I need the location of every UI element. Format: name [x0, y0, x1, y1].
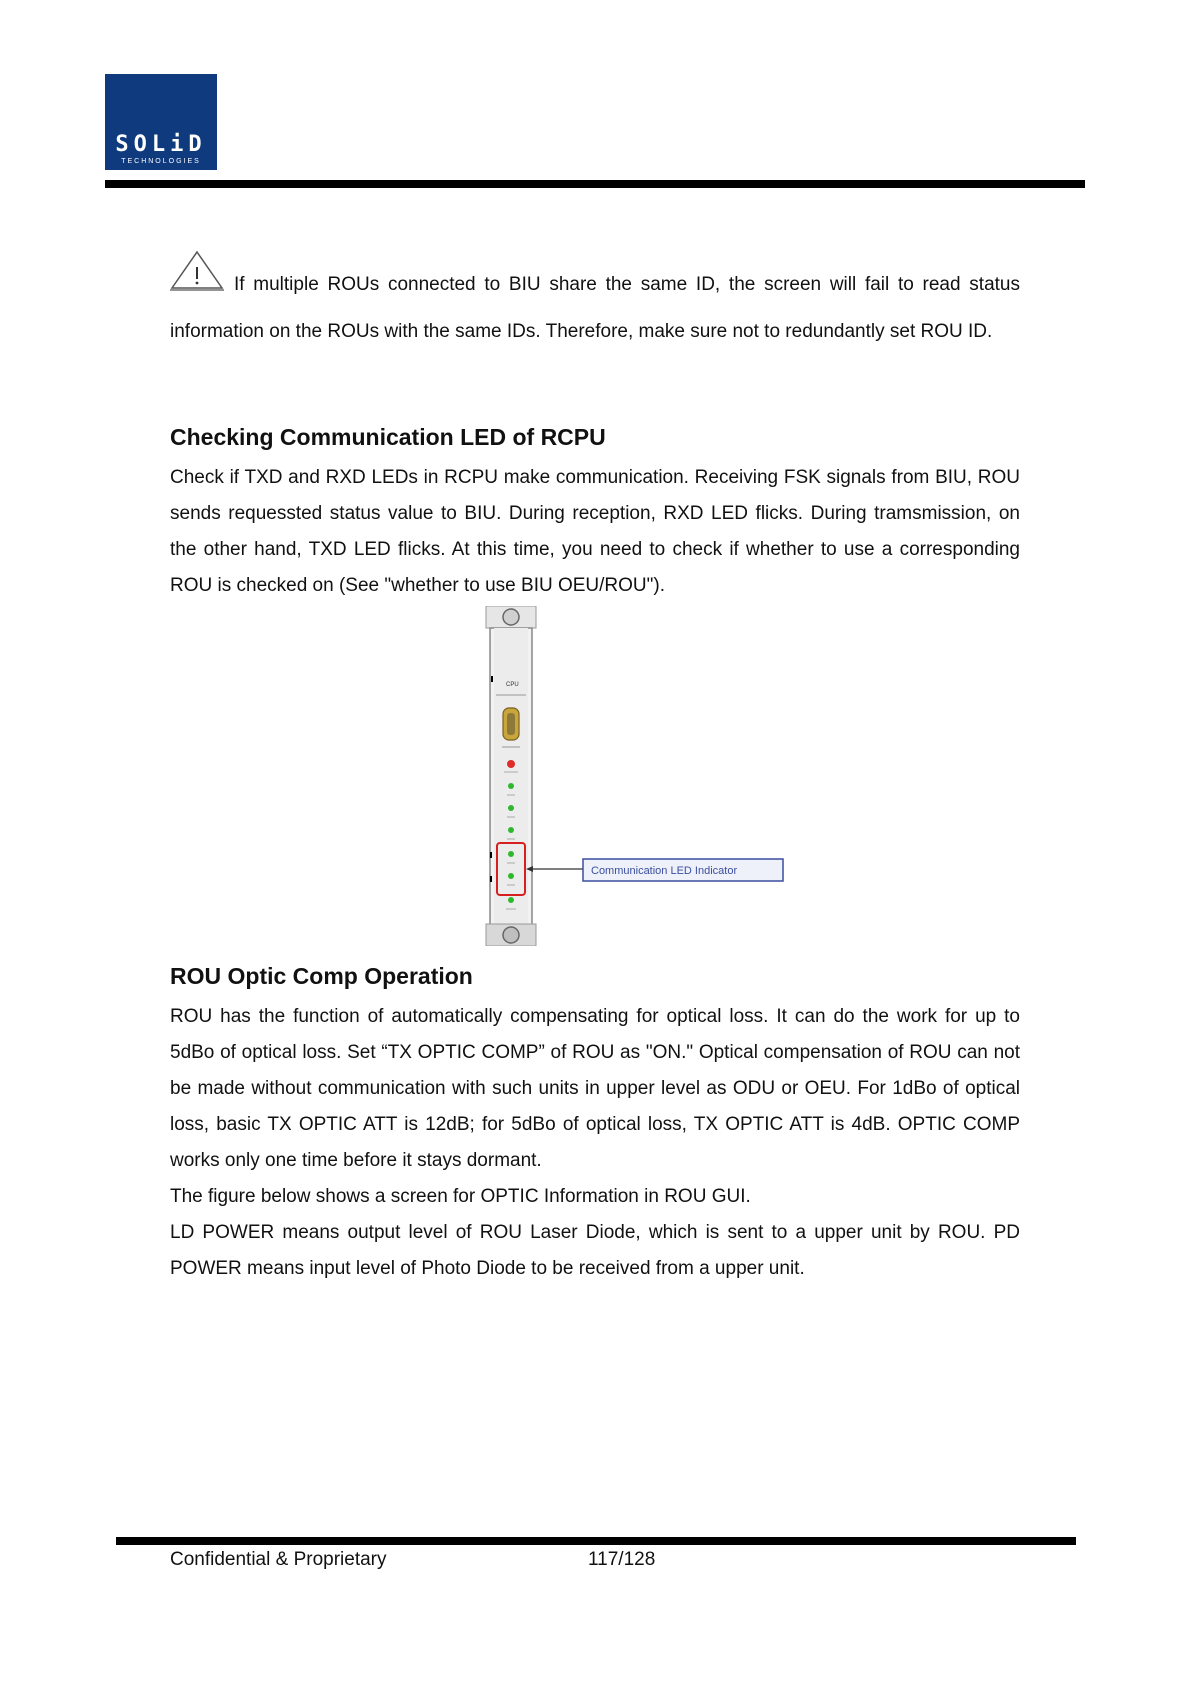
page-number: 117/128: [588, 1549, 656, 1570]
optic-comp-paragraph-2: The figure below shows a screen for OPTIC Information in ROU GUI.: [170, 1186, 751, 1207]
logo-wordmark: SOLiD: [115, 132, 207, 157]
logo-subtitle: TECHNOLOGIES: [121, 158, 201, 165]
module-label: CPU: [506, 682, 519, 688]
section-heading-communication-led: Checking Communication LED of RCPU: [170, 424, 606, 450]
section-body-communication-led: Check if TXD and RXD LEDs in RCPU make communication. Receiving FSK signals from BIU, ROU sends requessted status value to BIU. During reception, RXD LED flicks. During tramsmission, on the other hand, TXD LED flicks. At this time, you need to check if whether to use a corresponding ROU is checked on (See "whether to use BIU OEU/ROU").: [170, 467, 1020, 596]
rcpu-module-figure: [482, 606, 788, 946]
footer-rule: [116, 1537, 1076, 1545]
footer-confidential: Confidential & Proprietary: [170, 1549, 387, 1570]
warning-triangle-icon: [170, 250, 224, 292]
warning-line-1: If multiple ROUs connected to BIU share the same ID, the screen will fail to read status: [234, 274, 1020, 295]
company-logo: [105, 74, 217, 170]
header-rule: [105, 180, 1085, 188]
optic-comp-paragraph-1: ROU has the function of automatically compensating for optical loss. It can do the work for up to 5dBo of optical loss. Set “TX OPTIC COMP” of ROU as "ON." Optical compensation of ROU can not be made without communication with such units in upper level as ODU or OEU. For 1dBo of optical loss, basic TX OPTIC ATT is 12dB; for 5dBo of optical loss, TX OPTIC ATT is 4dB. OPTIC COMP works only one time before it stays dormant.: [170, 1006, 1020, 1171]
callout-label: Communication LED Indicator: [591, 865, 738, 877]
optic-comp-paragraph-3: LD POWER means output level of ROU Laser Diode, which is sent to a upper unit by ROU. PD POWER means input level of Photo Diode to be received from a upper unit.: [170, 1222, 1020, 1279]
warning-text: information on the ROUs with the same IDs. Therefore, make sure not to redundantly set ROU ID.: [170, 321, 993, 342]
section-heading-optic-comp: ROU Optic Comp Operation: [170, 963, 473, 989]
